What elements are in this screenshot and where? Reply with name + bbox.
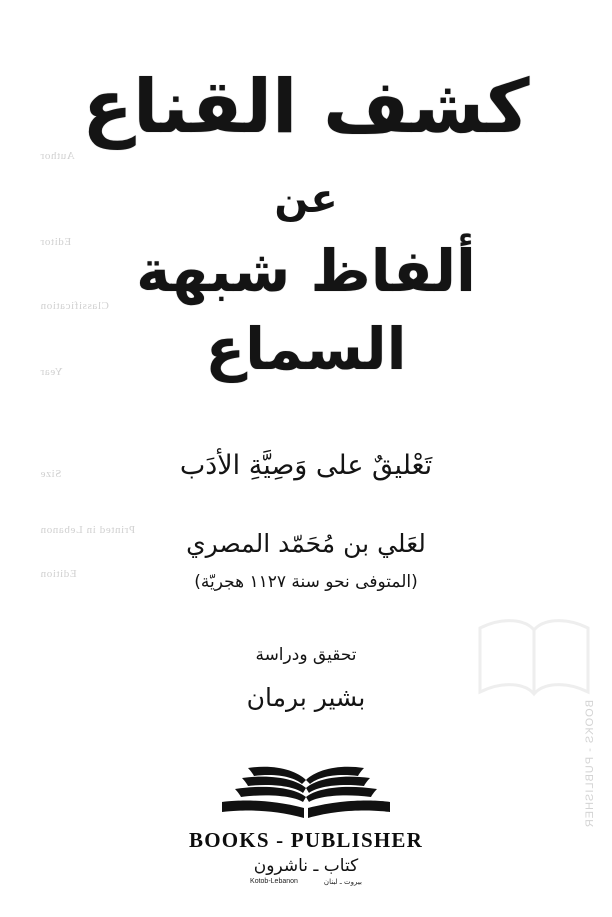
book-title-subject: ألفاظ شبهة السماع bbox=[136, 236, 476, 384]
publisher-name-ar: كتاب ـ ناشرون bbox=[253, 856, 359, 877]
bleed-label-edition: Edition bbox=[40, 568, 77, 580]
bleed-label-classification: Classification bbox=[40, 300, 109, 312]
publisher-subline-right: بيروت ـ لبنان bbox=[323, 878, 362, 887]
book-subtitle: تَعْليقٌ على وَصِيَّةِ الأدَب bbox=[179, 450, 433, 482]
edited-by-label: تحقيق ودراسة bbox=[255, 644, 357, 665]
bleed-label-author: Author bbox=[40, 150, 75, 162]
publisher-name-en: BOOKS - PUBLISHER bbox=[189, 828, 423, 853]
publisher-subline-left: Kotob-Lebanon bbox=[250, 878, 298, 886]
editor-name: بشير برمان bbox=[246, 682, 366, 712]
bleed-label-year: Year bbox=[40, 366, 63, 378]
publisher-logo-block bbox=[189, 762, 423, 886]
publisher-sublines bbox=[250, 878, 362, 886]
bleed-label-printed: Printed in Lebanon bbox=[40, 524, 136, 536]
bleed-label-size: Size bbox=[40, 468, 62, 480]
bleed-vertical-publisher: BOOKS - PUBLISHER bbox=[584, 700, 596, 829]
bleed-label-editor: Editor bbox=[40, 236, 72, 248]
book-author-death-year: (المتوفى نحو سنة ١١٢٧ هجريّة) bbox=[194, 571, 418, 592]
book-title-main: كشف القناع bbox=[82, 64, 530, 150]
open-book-icon bbox=[218, 762, 394, 824]
book-author: لعَلي بن مُحَمّد المصري bbox=[186, 528, 426, 558]
book-title-connector: عن bbox=[274, 175, 338, 222]
